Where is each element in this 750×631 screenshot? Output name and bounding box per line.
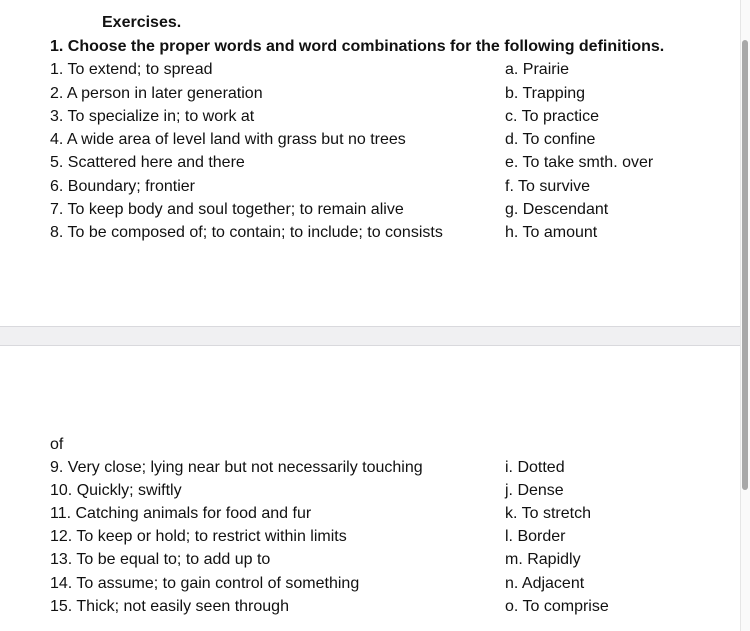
definition-11: 11. Catching animals for food and fur <box>50 505 312 522</box>
term-g: g. Descendant <box>505 201 609 218</box>
term-l: l. Border <box>505 528 566 545</box>
page-break <box>0 326 740 346</box>
term-c: c. To practice <box>505 108 599 125</box>
term-b: b. Trapping <box>505 85 586 102</box>
definition-15: 15. Thick; not easily seen through <box>50 598 289 615</box>
scrollbar-track[interactable] <box>740 0 750 631</box>
term-j: j. Dense <box>505 482 564 499</box>
exercise-instruction: 1. Choose the proper words and word combinations for the following definitions. <box>50 38 665 55</box>
definition-2: 2. A person in later generation <box>50 85 263 102</box>
definition-3: 3. To specialize in; to work at <box>50 108 255 125</box>
definition-10: 10. Quickly; swiftly <box>50 482 182 499</box>
term-i: i. Dotted <box>505 459 565 476</box>
term-n: n. Adjacent <box>505 575 585 592</box>
definition-4: 4. A wide area of level land with grass but no trees <box>50 131 406 148</box>
term-e: e. To take smth. over <box>505 154 654 171</box>
term-h: h. To amount <box>505 224 598 241</box>
scrollbar-thumb[interactable] <box>742 40 748 490</box>
term-d: d. To confine <box>505 131 596 148</box>
definition-1: 1. To extend; to spread <box>50 61 213 78</box>
definition-12: 12. To keep or hold; to restrict within limits <box>50 528 347 545</box>
definition-8: 8. To be composed of; to contain; to include; to consists <box>50 224 443 241</box>
term-m: m. Rapidly <box>505 551 581 568</box>
exercises-heading: Exercises. <box>102 14 182 31</box>
definition-6: 6. Boundary; frontier <box>50 178 195 195</box>
definition-5: 5. Scattered here and there <box>50 154 245 171</box>
term-o: o. To comprise <box>505 598 609 615</box>
definition-9: 9. Very close; lying near but not necessarily touching <box>50 459 423 476</box>
definition-7: 7. To keep body and soul together; to remain alive <box>50 201 404 218</box>
term-k: k. To stretch <box>505 505 591 522</box>
term-f: f. To survive <box>505 178 591 195</box>
definition-8-continuation: of <box>50 436 64 453</box>
definition-13: 13. To be equal to; to add up to <box>50 551 271 568</box>
definition-14: 14. To assume; to gain control of something <box>50 575 360 592</box>
term-a: a. Prairie <box>505 61 570 78</box>
